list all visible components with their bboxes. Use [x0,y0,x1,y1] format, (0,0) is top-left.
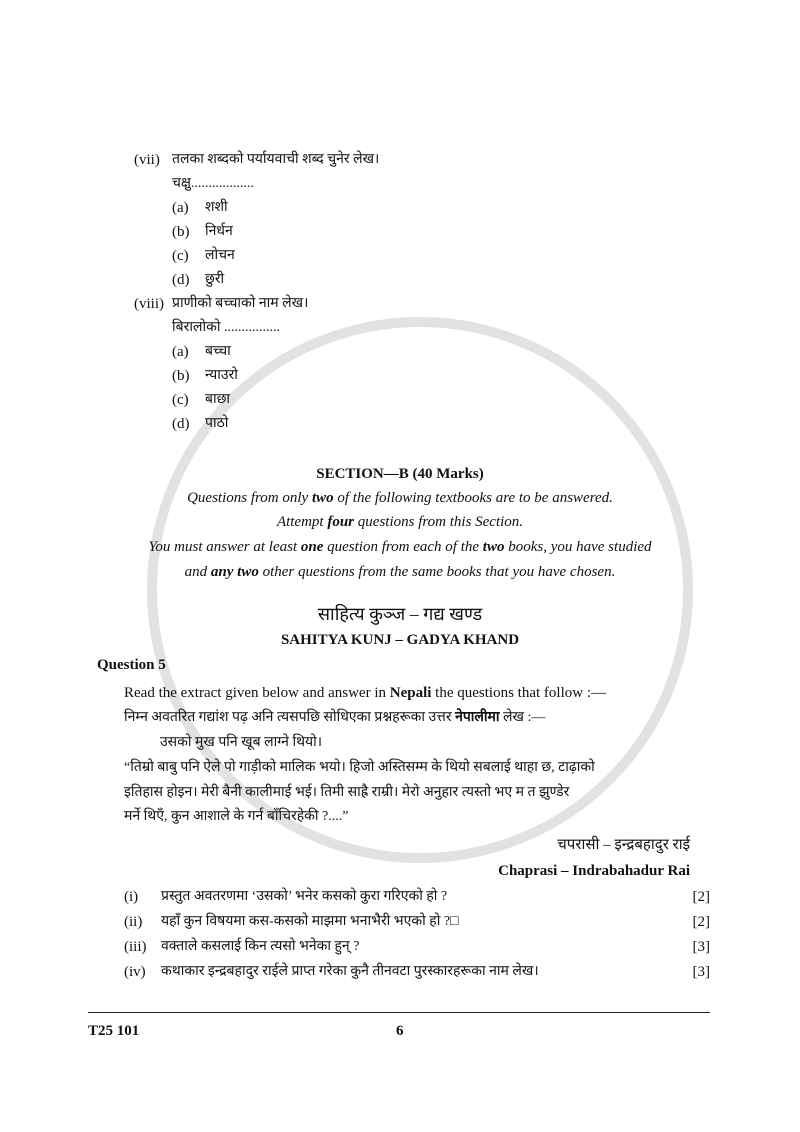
instruction-english: Read the extract given below and answer in Nepali the questions that follow :— [124,685,606,701]
question-vii [134,148,710,172]
extract-para-1: “तिम्रो बाबु पनि ऐले पो गाड़ीको मालिक भयो। हिजो अस्तिसम्म के थियो सबलाई थाहा छ, टाढ़ाको [124,760,595,775]
option-label: (b) [172,224,190,240]
subquestion-number: (iv) [124,964,146,980]
section-instruction-1: Questions from only two of the following textbooks are to be answered. [187,490,613,506]
subquestion-text: यहाँ कुन विषयमा कस-कसको माझमा भनाभैरी भएको हो ?□ [161,914,459,929]
subquestion-text: कथाकार इन्द्रबहादुर राईले प्राप्त गरेका कुनै तीनवटा पुरस्कारहरूका नाम लेख। [161,964,539,979]
option-text: न्याउरो [205,368,238,383]
q7-text: तलका शब्दको पर्यायवाची शब्द चुनेर लेख। [172,152,380,167]
subquestion-marks: [2] [692,889,710,905]
section-instruction-3: You must answer at least one question from each of the two books, you have studied [148,539,652,555]
q8-text: प्राणीको बच्चाको नाम लेख। [172,296,309,311]
option-text: पाठो [205,416,229,431]
subquestion-number: (ii) [124,914,143,930]
extract-line: उसको मुख पनि खूब लाग्ने थियो। [160,735,323,750]
option [172,364,710,388]
section-instruction-4: and any two other questions from the same books that you have chosen. [184,564,616,580]
option-text: छुरी [205,272,225,287]
option-label: (b) [172,368,190,384]
option [172,268,710,292]
option-text: निर्धन [205,224,233,239]
option-text: लोचन [205,248,235,263]
paper-code: T25 101 [88,1023,140,1039]
q8-number: (viii) [134,296,164,312]
option-label: (d) [172,416,190,432]
instruction-nepali: निम्न अवतरित गद्यांश पढ़ अनि त्यसपछि सोधिएका प्रश्नहरूका उत्तर नेपालीमा लेख :— [124,710,546,725]
subquestion [124,960,710,984]
subquestion-number: (iii) [124,939,147,955]
option-label: (a) [172,200,189,216]
option-label: (c) [172,248,189,264]
question-title: Question 5 [97,657,166,673]
extract-para-3: मर्ने थिएँ, कुन आशाले के गर्न बाँचिरहेकी ?....” [124,809,349,824]
q8-prompt: बिरालोको ................ [172,320,280,335]
option [172,196,710,220]
source-devanagari: चपरासी – इन्द्रबहादुर राई [557,837,690,853]
subquestion [124,910,710,934]
footer-rule [88,1012,710,1013]
q7-number: (vii) [134,152,160,168]
option [172,412,710,436]
book-title-devanagari: साहित्य कुञ्ज – गद्य खण्ड [317,604,483,624]
footer [88,1019,800,1043]
option [172,388,710,412]
source-english: Chaprasi – Indrabahadur Rai [498,863,690,879]
option [172,244,710,268]
option-label: (d) [172,272,190,288]
subquestion-text: वक्ताले कसलाई किन त्यसो भनेका हुन् ? [161,939,360,954]
subquestion-marks: [3] [692,939,710,955]
option-label: (c) [172,392,189,408]
question-viii [134,292,710,316]
subquestion-number: (i) [124,889,139,905]
option-text: शशी [205,200,228,215]
subquestion-marks: [3] [692,964,710,980]
option-text: बच्चा [205,344,231,359]
section-title: SECTION—B (40 Marks) [316,466,484,482]
section-instruction-2: Attempt four questions from this Section. [276,514,524,530]
option-label: (a) [172,344,189,360]
q7-prompt: चक्षु.................. [172,176,254,191]
option-text: बाछा [205,392,231,407]
book-title-english: SAHITYA KUNJ – GADYA KHAND [280,632,520,648]
page-number: 6 [396,1023,404,1039]
subquestion-text: प्रस्तुत अवतरणमा ‘उसको’ भनेर कसको कुरा गरिएको हो ? [161,889,448,904]
subquestion [124,885,710,909]
extract-para-2: इतिहास होइन। मेरी बैनी कालीमाई भई। तिमी साह्रै राम्री। मेरो अनुहार त्यस्तो भए म त झुण्डेर [124,785,570,800]
subquestion [124,935,710,959]
option [172,340,710,364]
subquestion-marks: [2] [692,914,710,930]
option [172,220,710,244]
